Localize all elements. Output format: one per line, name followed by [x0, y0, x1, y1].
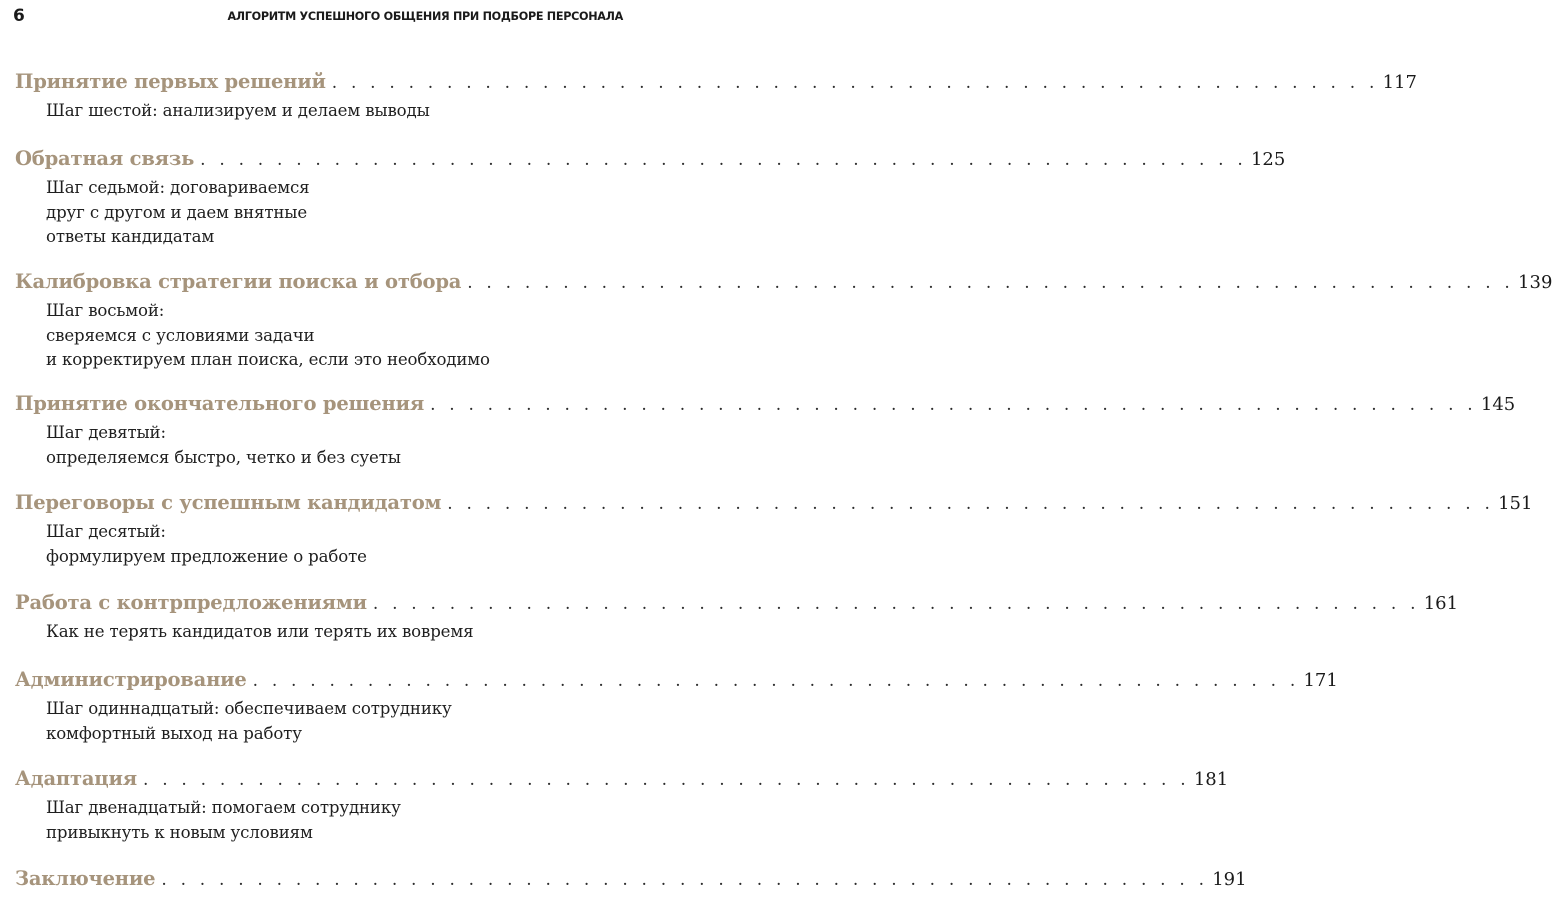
- toc-entry: [15, 270, 1552, 373]
- toc-subtitle-line: определяемся быстро, четко и без суеты: [46, 447, 401, 467]
- toc-heading[interactable]: Адаптация: [15, 767, 137, 790]
- toc-entry: [15, 591, 1459, 645]
- dot-leader: . . . . . . . . . . . . . . . . . . . . . . . . . . . . . . . . . . . . . . . . . . . . . . . . . . . . . . .: [430, 395, 1477, 415]
- toc-heading-line: [15, 147, 1286, 173]
- toc-page-number[interactable]: 139: [1518, 272, 1552, 293]
- dot-leader: . . . . . . . . . . . . . . . . . . . . . . . . . . . . . . . . . . . . . . . . . . . . . . . . . . . . . . .: [200, 150, 1247, 170]
- toc-page-number[interactable]: 117: [1382, 72, 1417, 93]
- dot-leader: . . . . . . . . . . . . . . . . . . . . . . . . . . . . . . . . . . . . . . . . . . . . . . . . . . . . . . .: [447, 494, 1495, 514]
- toc-subtitle-line: Шаг одиннадцатый: обеспечиваем сотруднику: [46, 699, 452, 718]
- toc-heading-line: [15, 491, 1533, 517]
- toc-page-number[interactable]: 161: [1423, 593, 1459, 614]
- dot-leader: . . . . . . . . . . . . . . . . . . . . . . . . . . . . . . . . . . . . . . . . . . . . . . . . . . . . . . .: [142, 770, 1190, 790]
- toc-heading-line: [15, 867, 1247, 893]
- toc-page-number[interactable]: 191: [1212, 869, 1247, 890]
- toc-heading[interactable]: Работа с контрпредложениями: [15, 591, 367, 614]
- toc-subtitle-line: Шаг седьмой: договариваемся: [46, 178, 310, 197]
- toc-heading[interactable]: Калибровка стратегии поиска и отбора: [15, 270, 462, 293]
- toc-subtitle: [46, 421, 621, 470]
- toc-subtitle: [46, 697, 621, 746]
- toc-subtitle-line: комфортный выход на работу: [46, 723, 302, 743]
- dot-leader: . . . . . . . . . . . . . . . . . . . . . . . . . . . . . . . . . . . . . . . . . . . . . . . . . . . . . . .: [331, 73, 1379, 93]
- running-header: АЛГОРИТМ УСПЕШНОГО ОБЩЕНИЯ ПРИ ПОДБОРЕ ПЕРСОНАЛА: [227, 10, 623, 23]
- toc-heading-line: [15, 591, 1459, 617]
- page-number: 6: [13, 6, 25, 26]
- toc-entry: [15, 668, 1338, 746]
- toc-subtitle-line: Шаг восьмой:: [46, 301, 165, 320]
- dot-leader: . . . . . . . . . . . . . . . . . . . . . . . . . . . . . . . . . . . . . . . . . . . . . . . . . . . . . . .: [252, 671, 1300, 691]
- toc-heading[interactable]: Переговоры с успешным кандидатом: [15, 491, 442, 514]
- toc-heading-line: [15, 767, 1229, 793]
- toc-subtitle-line: Шаг двенадцатый: помогаем сотруднику: [46, 798, 401, 817]
- toc-heading-line: [15, 668, 1338, 694]
- toc-subtitle-line: Как не терять кандидатов или терять их вовремя: [46, 622, 474, 641]
- toc-heading-line: [15, 392, 1516, 418]
- dot-leader: . . . . . . . . . . . . . . . . . . . . . . . . . . . . . . . . . . . . . . . . . . . . . . . . . . . . . . .: [372, 594, 1420, 614]
- toc-subtitle-line: ответы кандидатам: [46, 227, 215, 246]
- toc-heading[interactable]: Администрирование: [15, 668, 247, 691]
- toc-page-number[interactable]: 181: [1193, 769, 1229, 790]
- toc-entry: [15, 491, 1533, 569]
- toc-subtitle: [46, 620, 621, 645]
- toc-entry: [15, 392, 1516, 470]
- toc-subtitle: [46, 299, 621, 373]
- toc-heading-line: [15, 270, 1552, 296]
- toc-subtitle-line: привыкнуть к новым условиям: [46, 822, 313, 842]
- toc-subtitle: [46, 176, 621, 250]
- toc-entry: [15, 147, 1286, 250]
- toc-entry: [15, 767, 1229, 845]
- toc-heading[interactable]: Принятие первых решений: [15, 70, 326, 93]
- toc-subtitle: [46, 796, 621, 845]
- toc-page-number[interactable]: 171: [1303, 670, 1338, 691]
- toc-subtitle-line: сверяемся с условиями задачи: [46, 325, 315, 345]
- toc-heading[interactable]: Принятие окончательного решения: [15, 392, 425, 415]
- toc-page-number[interactable]: 151: [1498, 493, 1533, 514]
- toc-subtitle: [46, 99, 621, 124]
- toc-subtitle-line: Шаг десятый:: [46, 522, 166, 541]
- toc-heading[interactable]: Заключение: [15, 867, 156, 890]
- toc-subtitle: [46, 520, 621, 569]
- dot-leader: . . . . . . . . . . . . . . . . . . . . . . . . . . . . . . . . . . . . . . . . . . . . . . . . . . . . . . .: [161, 870, 1209, 890]
- toc-entry: [15, 867, 1247, 893]
- toc-heading-line: [15, 70, 1417, 96]
- toc-subtitle-line: формулируем предложение о работе: [46, 546, 367, 566]
- toc-subtitle-line: друг с другом и даем внятные: [46, 202, 307, 222]
- toc-page-number[interactable]: 145: [1480, 394, 1516, 415]
- toc-entry: [15, 70, 1417, 124]
- toc-subtitle-line: и корректируем план поиска, если это необходимо: [46, 350, 490, 369]
- dot-leader: . . . . . . . . . . . . . . . . . . . . . . . . . . . . . . . . . . . . . . . . . . . . . . . . . . . . . . .: [467, 273, 1515, 293]
- toc-page-number[interactable]: 125: [1250, 149, 1286, 170]
- toc-subtitle-line: Шаг девятый:: [46, 423, 166, 442]
- toc-heading[interactable]: Обратная связь: [15, 147, 195, 170]
- toc-subtitle-line: Шаг шестой: анализируем и делаем выводы: [46, 101, 430, 120]
